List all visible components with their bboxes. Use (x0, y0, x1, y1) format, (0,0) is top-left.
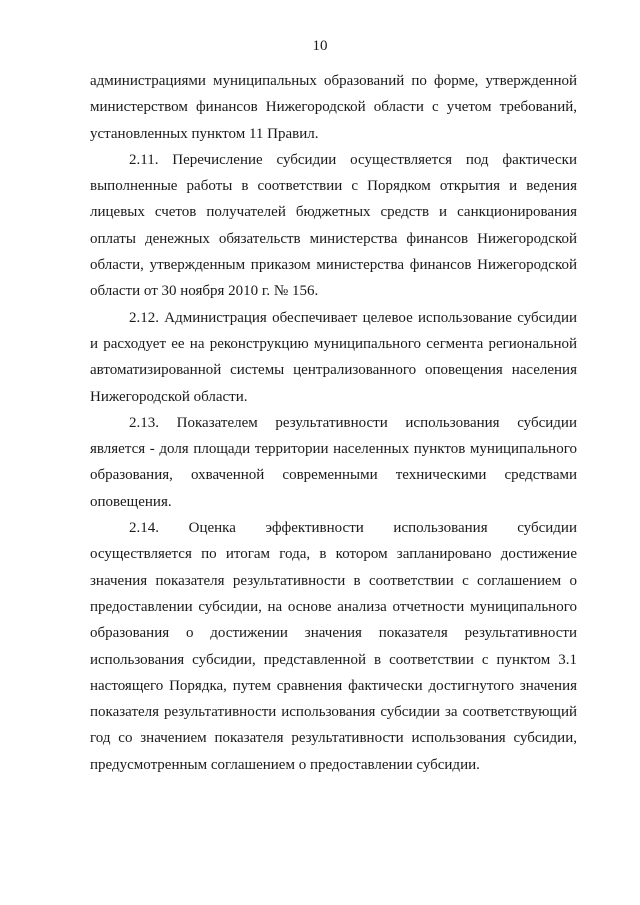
text-line: использования субсидии, представленной в соответствии с пунктом 3.1 (90, 651, 577, 668)
text-line: образования, охваченной современными техническими средствами (90, 467, 577, 484)
text-line: год со значением показателя результативности использования субсидии, (90, 730, 577, 747)
text-line: осуществляется по итогам года, в котором запланировано достижение (90, 546, 577, 563)
paragraph-2-12 (90, 305, 577, 410)
text-line: и расходует ее на реконструкцию муниципального сегмента региональной (90, 335, 577, 352)
text-line: автоматизированной системы централизованного оповещения населения (90, 362, 577, 379)
text-line: установленных пунктом 11 Правил. (90, 125, 319, 142)
text-line: оплаты денежных обязательств министерства финансов Нижегородской (90, 230, 577, 247)
text-line: области, утвержденным приказом министерства финансов Нижегородской (90, 257, 577, 274)
paragraph-2-13 (90, 410, 577, 515)
page-number: 10 (312, 38, 328, 54)
text-line: значения показателя результативности в соответствии с соглашением о (90, 572, 577, 589)
text-line: выполненные работы в соответствии с Порядком открытия и ведения (90, 178, 577, 195)
document-body (90, 68, 577, 778)
text-line: области от 30 ноября 2010 г. № 156. (90, 283, 319, 300)
paragraph-continuation (90, 68, 577, 147)
text-line: оповещения. (90, 493, 172, 510)
text-line: 2.13. Показателем результативности использования субсидии (129, 414, 577, 431)
text-line: 2.12. Администрация обеспечивает целевое использование субсидии (129, 309, 577, 326)
text-line: является - доля площади территории населенных пунктов муниципального (90, 441, 577, 458)
text-line: настоящего Порядка, путем сравнения фактически достигнутого значения (90, 677, 577, 694)
text-line: 2.11. Перечисление субсидии осуществляется под фактически (129, 151, 577, 168)
text-line: администрациями муниципальных образований по форме, утвержденной (90, 73, 577, 89)
text-line: образования о достижении значения показателя результативности (90, 625, 577, 642)
paragraph-2-11 (90, 147, 577, 305)
text-line: Нижегородской области. (90, 388, 248, 405)
text-line: предоставлении субсидии, на основе анализа отчетности муниципального (90, 598, 577, 615)
text-line: показателя результативности использования субсидии за соответствующий (90, 704, 577, 721)
text-line: предусмотренным соглашением о предоставлении субсидии. (90, 756, 480, 773)
text-line: лицевых счетов получателей бюджетных средств и санкционирования (90, 204, 577, 221)
text-line: 2.14. Оценка эффективности использования субсидии (129, 520, 577, 537)
text-line: министерством финансов Нижегородской области с учетом требований, (90, 99, 577, 116)
paragraph-2-14 (90, 515, 577, 778)
